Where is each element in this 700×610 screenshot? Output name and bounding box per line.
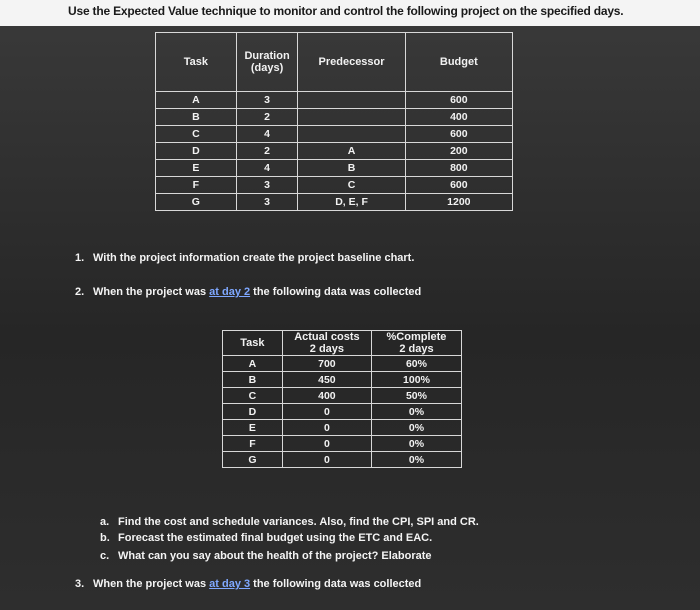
question-2a [100, 516, 479, 528]
header-predecessor: Predecessor [298, 33, 405, 92]
table-row [223, 404, 462, 420]
question-number: a. [100, 516, 110, 528]
table-row [156, 109, 513, 126]
cell-actual-cost: 400 [282, 388, 371, 404]
table-row [223, 420, 462, 436]
question-2c [100, 550, 432, 562]
header-complete-line2: 2 days [399, 343, 434, 355]
header-duration [236, 33, 298, 92]
question-1 [75, 252, 414, 264]
table-row [223, 436, 462, 452]
table-row [223, 372, 462, 388]
header-duration-line1: Duration [244, 50, 290, 62]
cell-complete: 0% [371, 452, 461, 468]
question-3 [75, 578, 421, 590]
cell-predecessor [298, 109, 405, 126]
cell-task: A [156, 92, 237, 109]
header-complete [371, 331, 461, 356]
day-2-link[interactable]: at day 2 [209, 286, 251, 298]
cell-task: D [156, 143, 237, 160]
cell-actual-cost: 0 [282, 452, 371, 468]
cell-task: B [156, 109, 237, 126]
question-text-post: the following data was collected [250, 286, 422, 298]
table-row [223, 388, 462, 404]
cell-budget: 600 [405, 177, 512, 194]
cell-task: B [223, 372, 283, 388]
project-table [155, 32, 513, 211]
cell-budget: 400 [405, 109, 512, 126]
cell-budget: 600 [405, 126, 512, 143]
progress-table [222, 330, 462, 468]
cell-task: F [156, 177, 237, 194]
cell-duration: 2 [236, 109, 298, 126]
question-text: Find the cost and schedule variances. Also, find the CPI, SPI and CR. [118, 516, 479, 528]
page-title: Use the Expected Value technique to monitor and control the following project on the specified days. [68, 4, 624, 18]
cell-task: A [223, 356, 283, 372]
table-row [156, 194, 513, 211]
cell-task: E [156, 160, 237, 177]
question-number: b. [100, 532, 110, 544]
question-text-pre: When the project was [93, 578, 210, 590]
cell-predecessor: C [298, 177, 405, 194]
cell-task: C [223, 388, 283, 404]
header-task: Task [156, 33, 237, 92]
table-header-row [156, 33, 513, 92]
cell-budget: 200 [405, 143, 512, 160]
cell-predecessor: A [298, 143, 405, 160]
header-complete-line1: %Complete [386, 331, 447, 343]
question-text: With the project information create the project baseline chart. [93, 252, 415, 264]
table-row [156, 177, 513, 194]
cell-duration: 3 [236, 177, 298, 194]
cell-predecessor [298, 126, 405, 143]
cell-complete: 0% [371, 436, 461, 452]
header-actual-costs [282, 331, 371, 356]
header-actual-costs-line2: 2 days [309, 343, 345, 355]
cell-predecessor: B [298, 160, 405, 177]
day-3-link[interactable]: at day 3 [209, 578, 251, 590]
table-row [156, 92, 513, 109]
question-number: 1. [75, 252, 85, 264]
table-row [223, 356, 462, 372]
question-text-post: the following data was collected [250, 578, 422, 590]
cell-task: C [156, 126, 237, 143]
question-number: c. [100, 550, 110, 562]
cell-actual-cost: 0 [282, 404, 371, 420]
cell-duration: 3 [236, 194, 298, 211]
table-row [156, 143, 513, 160]
cell-complete: 50% [371, 388, 461, 404]
question-text: What can you say about the health of the project? Elaborate [118, 550, 432, 562]
cell-predecessor: D, E, F [298, 194, 405, 211]
question-2 [75, 286, 421, 298]
question-text: Forecast the estimated final budget using the ETC and EAC. [118, 532, 433, 544]
cell-complete: 0% [371, 420, 461, 436]
cell-budget: 800 [405, 160, 512, 177]
question-2b [100, 532, 432, 544]
cell-task: E [223, 420, 283, 436]
table-header-row [223, 331, 462, 356]
cell-task: D [223, 404, 283, 420]
question-number: 3. [75, 578, 85, 590]
cell-actual-cost: 700 [282, 356, 371, 372]
cell-duration: 3 [236, 92, 298, 109]
cell-duration: 4 [236, 126, 298, 143]
cell-complete: 0% [371, 404, 461, 420]
cell-duration: 4 [236, 160, 298, 177]
cell-predecessor [298, 92, 405, 109]
cell-task: G [156, 194, 237, 211]
header-actual-costs-line1: Actual costs [294, 331, 360, 343]
cell-complete: 100% [371, 372, 461, 388]
table-row [156, 160, 513, 177]
cell-budget: 600 [405, 92, 512, 109]
table-row [156, 126, 513, 143]
header-task: Task [223, 331, 283, 356]
question-number: 2. [75, 286, 85, 298]
cell-budget: 1200 [405, 194, 512, 211]
cell-task: F [223, 436, 283, 452]
cell-duration: 2 [236, 143, 298, 160]
cell-complete: 60% [371, 356, 461, 372]
cell-actual-cost: 450 [282, 372, 371, 388]
table-row [223, 452, 462, 468]
cell-actual-cost: 0 [282, 420, 371, 436]
header-duration-line2: (days) [250, 62, 284, 74]
cell-actual-cost: 0 [282, 436, 371, 452]
header-budget: Budget [405, 33, 512, 92]
cell-task: G [223, 452, 283, 468]
question-text-pre: When the project was [93, 286, 210, 298]
